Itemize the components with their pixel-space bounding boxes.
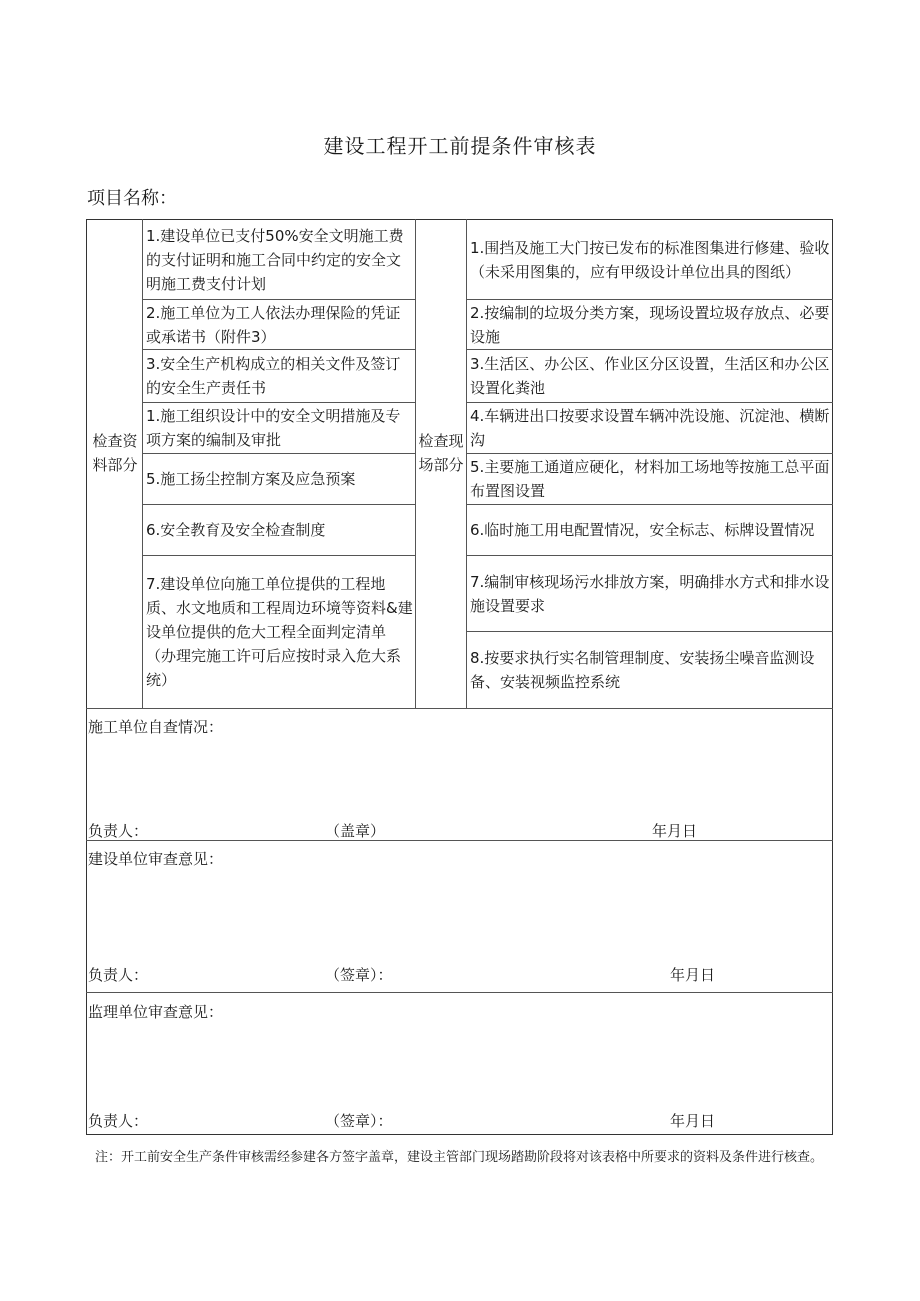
right-item: 5.主要施工通道应硬化，材料加工场地等按施工总平面布置图设置 <box>470 458 830 500</box>
builder-review-label: 建设单位审查意见： <box>88 850 224 868</box>
construction-person-label: 负责人： <box>88 822 149 840</box>
right-item: 2.按编制的垃圾分类方案，现场设置垃圾存放点、必要设施 <box>470 303 830 346</box>
construction-seal-label: （盖章） <box>325 822 386 840</box>
construction-date-label: 年月日 <box>652 822 698 840</box>
supervisor-review-label: 监理单位审查意见： <box>88 1003 224 1021</box>
left-item: 3.安全生产机构成立的相关文件及签订的安全生产责任书 <box>146 355 401 397</box>
section-divider <box>86 992 833 993</box>
right-section-label <box>416 429 466 477</box>
left-item: 6.安全教育及安全检查制度 <box>146 521 326 539</box>
right-item: 6.临时施工用电配置情况，安全标志、标牌设置情况 <box>470 521 815 539</box>
supervisor-person-label: 负责人： <box>88 1112 149 1130</box>
builder-date-label: 年月日 <box>670 966 716 984</box>
left-section-label-text: 检查资料部分 <box>92 432 138 474</box>
left-item: 7.建设单位向施工单位提供的工程地质、水文地质和工程周边环境等资料&建设单位提供的危大工程全面判定清单（办理完施工许可后应按时录入危大系统） <box>146 575 413 689</box>
left-item: 5.施工扬尘控制方案及应急预案 <box>146 470 356 488</box>
left-item: 1.建设单位已支付50%安全文明施工费的支付证明和施工合同中约定的安全文明施工费支付计划 <box>146 226 404 293</box>
right-section-label-text: 检查现场部分 <box>418 432 464 474</box>
right-item: 3.生活区、办公区、作业区分区设置，生活区和办公区设置化粪池 <box>470 355 830 397</box>
footnote: 注：开工前安全生产条件审核需经参建各方签字盖章，建设主管部门现场踏勘阶段将对该表格中所要求的资料及条件进行核查。 <box>95 1150 824 1165</box>
supervisor-date-label: 年月日 <box>670 1112 716 1130</box>
construction-self-check-label: 施工单位自查情况： <box>88 718 224 736</box>
right-item: 7.编制审核现场污水排放方案，明确排水方式和排水设施设置要求 <box>470 572 830 615</box>
left-item: 2.施工单位为工人依法办理保险的凭证或承诺书（附件3） <box>146 303 401 346</box>
form-title: 建设工程开工前提条件审核表 <box>323 134 597 158</box>
left-section-label <box>90 429 140 477</box>
section-divider <box>86 840 833 841</box>
section-divider <box>86 708 833 709</box>
right-item: 8.按要求执行实名制管理制度、安装扬尘噪音监测设备、安装视频监控系统 <box>470 649 815 691</box>
right-item: 4.车辆进出口按要求设置车辆冲洗设施、沉淀池、横断沟 <box>470 407 830 449</box>
project-name-label: 项目名称： <box>87 188 177 209</box>
builder-person-label: 负责人： <box>88 966 149 984</box>
builder-seal-label: （签章）： <box>325 966 393 984</box>
right-item: 1.围挡及施工大门按已发布的标准图集进行修建、验收（未采用图集的，应有甲级设计单位出具的图纸） <box>470 238 830 281</box>
supervisor-seal-label: （签章）： <box>325 1112 393 1130</box>
left-item: 1.施工组织设计中的安全文明措施及专项方案的编制及审批 <box>146 407 401 449</box>
